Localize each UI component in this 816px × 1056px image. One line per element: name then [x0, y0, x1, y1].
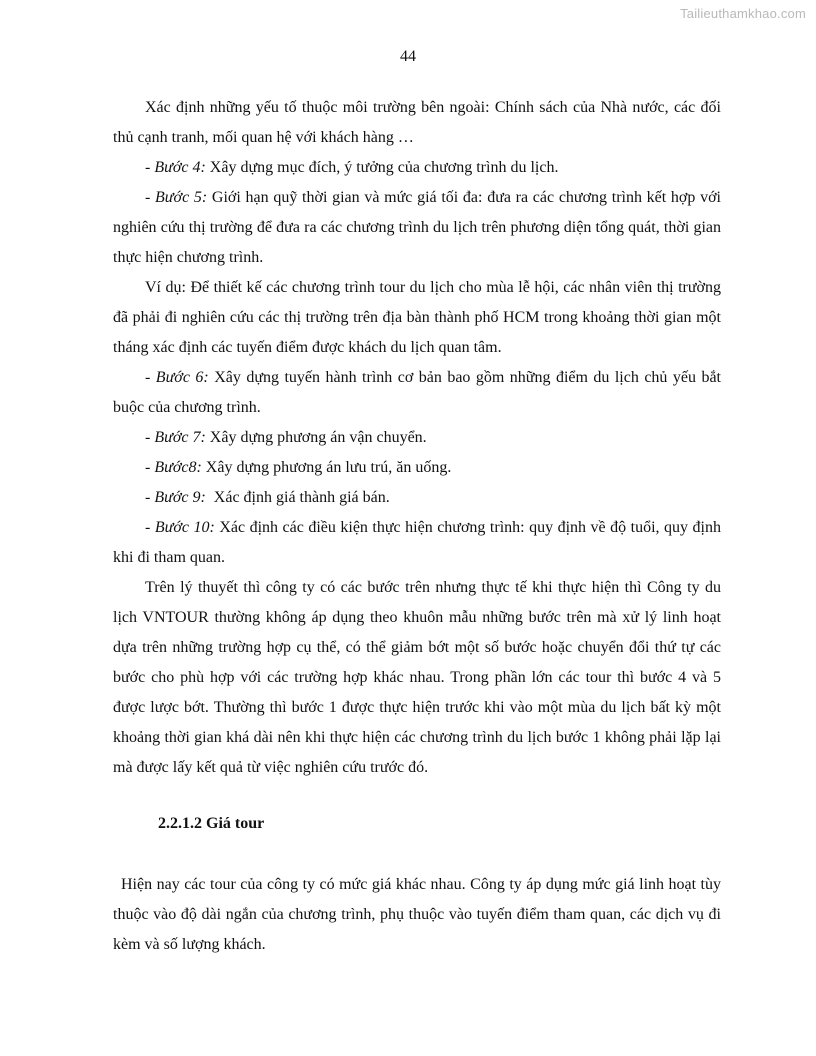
- step-9: [113, 483, 721, 513]
- example-paragraph: Ví dụ: Để thiết kế các chương trình tour du lịch cho mùa lễ hội, các nhân viên thị trường đã phải đi nghiên cứu các thị trường trên địa bàn thành phố HCM trong khoảng thời gian một tháng xác định các tuyến điểm được khách du lịch quan tâm.: [113, 279, 721, 356]
- closing-text: [113, 870, 721, 960]
- step-4: [113, 153, 721, 183]
- step-4-label: - Bước 4:: [145, 159, 206, 176]
- step-5-text: Giới hạn quỹ thời gian và mức giá tối đa: đưa ra các chương trình kết hợp với nghiên cứu thị trường để đưa ra các chương trình du lịch trên phương diện tổng quát, thời gian thực hiện chương trình.: [113, 189, 722, 266]
- step-5-label: - Bước 5:: [145, 189, 208, 206]
- watermark: Tailieuthamkhao.com: [680, 6, 806, 21]
- intro-paragraph: Xác định những yếu tố thuộc môi trường bên ngoài: Chính sách của Nhà nước, các đối thủ cạnh tranh, mối quan hệ với khách hàng …: [113, 99, 721, 146]
- step-10-text: Xác định các điều kiện thực hiện chương trình: quy định về độ tuổi, quy định khi đi tham quan.: [113, 519, 722, 566]
- step-6: [113, 363, 721, 423]
- step-10-label: - Bước 10:: [145, 519, 215, 536]
- step-7: [113, 423, 721, 453]
- step-7-label: - Bước 7:: [145, 429, 206, 446]
- step-6-text: Xây dựng tuyến hành trình cơ bản bao gồm những điểm du lịch chủ yếu bắt buộc của chương trình.: [113, 369, 722, 416]
- summary-paragraph: Trên lý thuyết thì công ty có các bước trên nhưng thực tế khi thực hiện thì Công ty du lịch VNTOUR thường không áp dụng theo khuôn mẫu những bước trên mà xử lý linh hoạt dựa trên những trường hợp cụ thể, có thể giảm bớt một số bước hoặc chuyển đổi thứ tự các bước cho phù hợp với các trường hợp khác nhau. Trong phần lớn các tour thì bước 4 và 5 được lược bớt. Thường thì bước 1 được thực hiện trước khi vào một mùa du lịch bất kỳ một khoảng thời gian khá dài nên khi thực hiện các chương trình du lịch bước 1 không phải lặp lại mà được lấy kết quả từ việc nghiên cứu trước đó.: [113, 579, 721, 776]
- step-6-label: - Bước 6:: [145, 369, 209, 386]
- step-8: [113, 453, 721, 483]
- step-9-label: - Bước 9:: [145, 489, 206, 506]
- step-8-label: - Bước8:: [145, 459, 202, 476]
- step-5: [113, 183, 721, 273]
- step-9-text: Xác định giá thành giá bán.: [205, 489, 390, 506]
- section-heading: 2.2.1.2 Giá tour: [158, 815, 265, 832]
- step-7-text: Xây dựng phương án vận chuyển.: [205, 429, 427, 446]
- body-text: [113, 93, 721, 783]
- step-10: [113, 513, 721, 573]
- page-number: 44: [400, 48, 416, 65]
- step-4-text: Xây dựng mục đích, ý tưởng của chương trình du lịch.: [205, 159, 559, 176]
- step-8-text: Xây dựng phương án lưu trú, ăn uống.: [201, 459, 452, 476]
- closing-paragraph: Hiện nay các tour của công ty có mức giá khác nhau. Công ty áp dụng mức giá linh hoạt tùy thuộc vào độ dài ngắn của chương trình, phụ thuộc vào tuyến điểm tham quan, các dịch vụ đi kèm và số lượng khách.: [113, 876, 721, 953]
